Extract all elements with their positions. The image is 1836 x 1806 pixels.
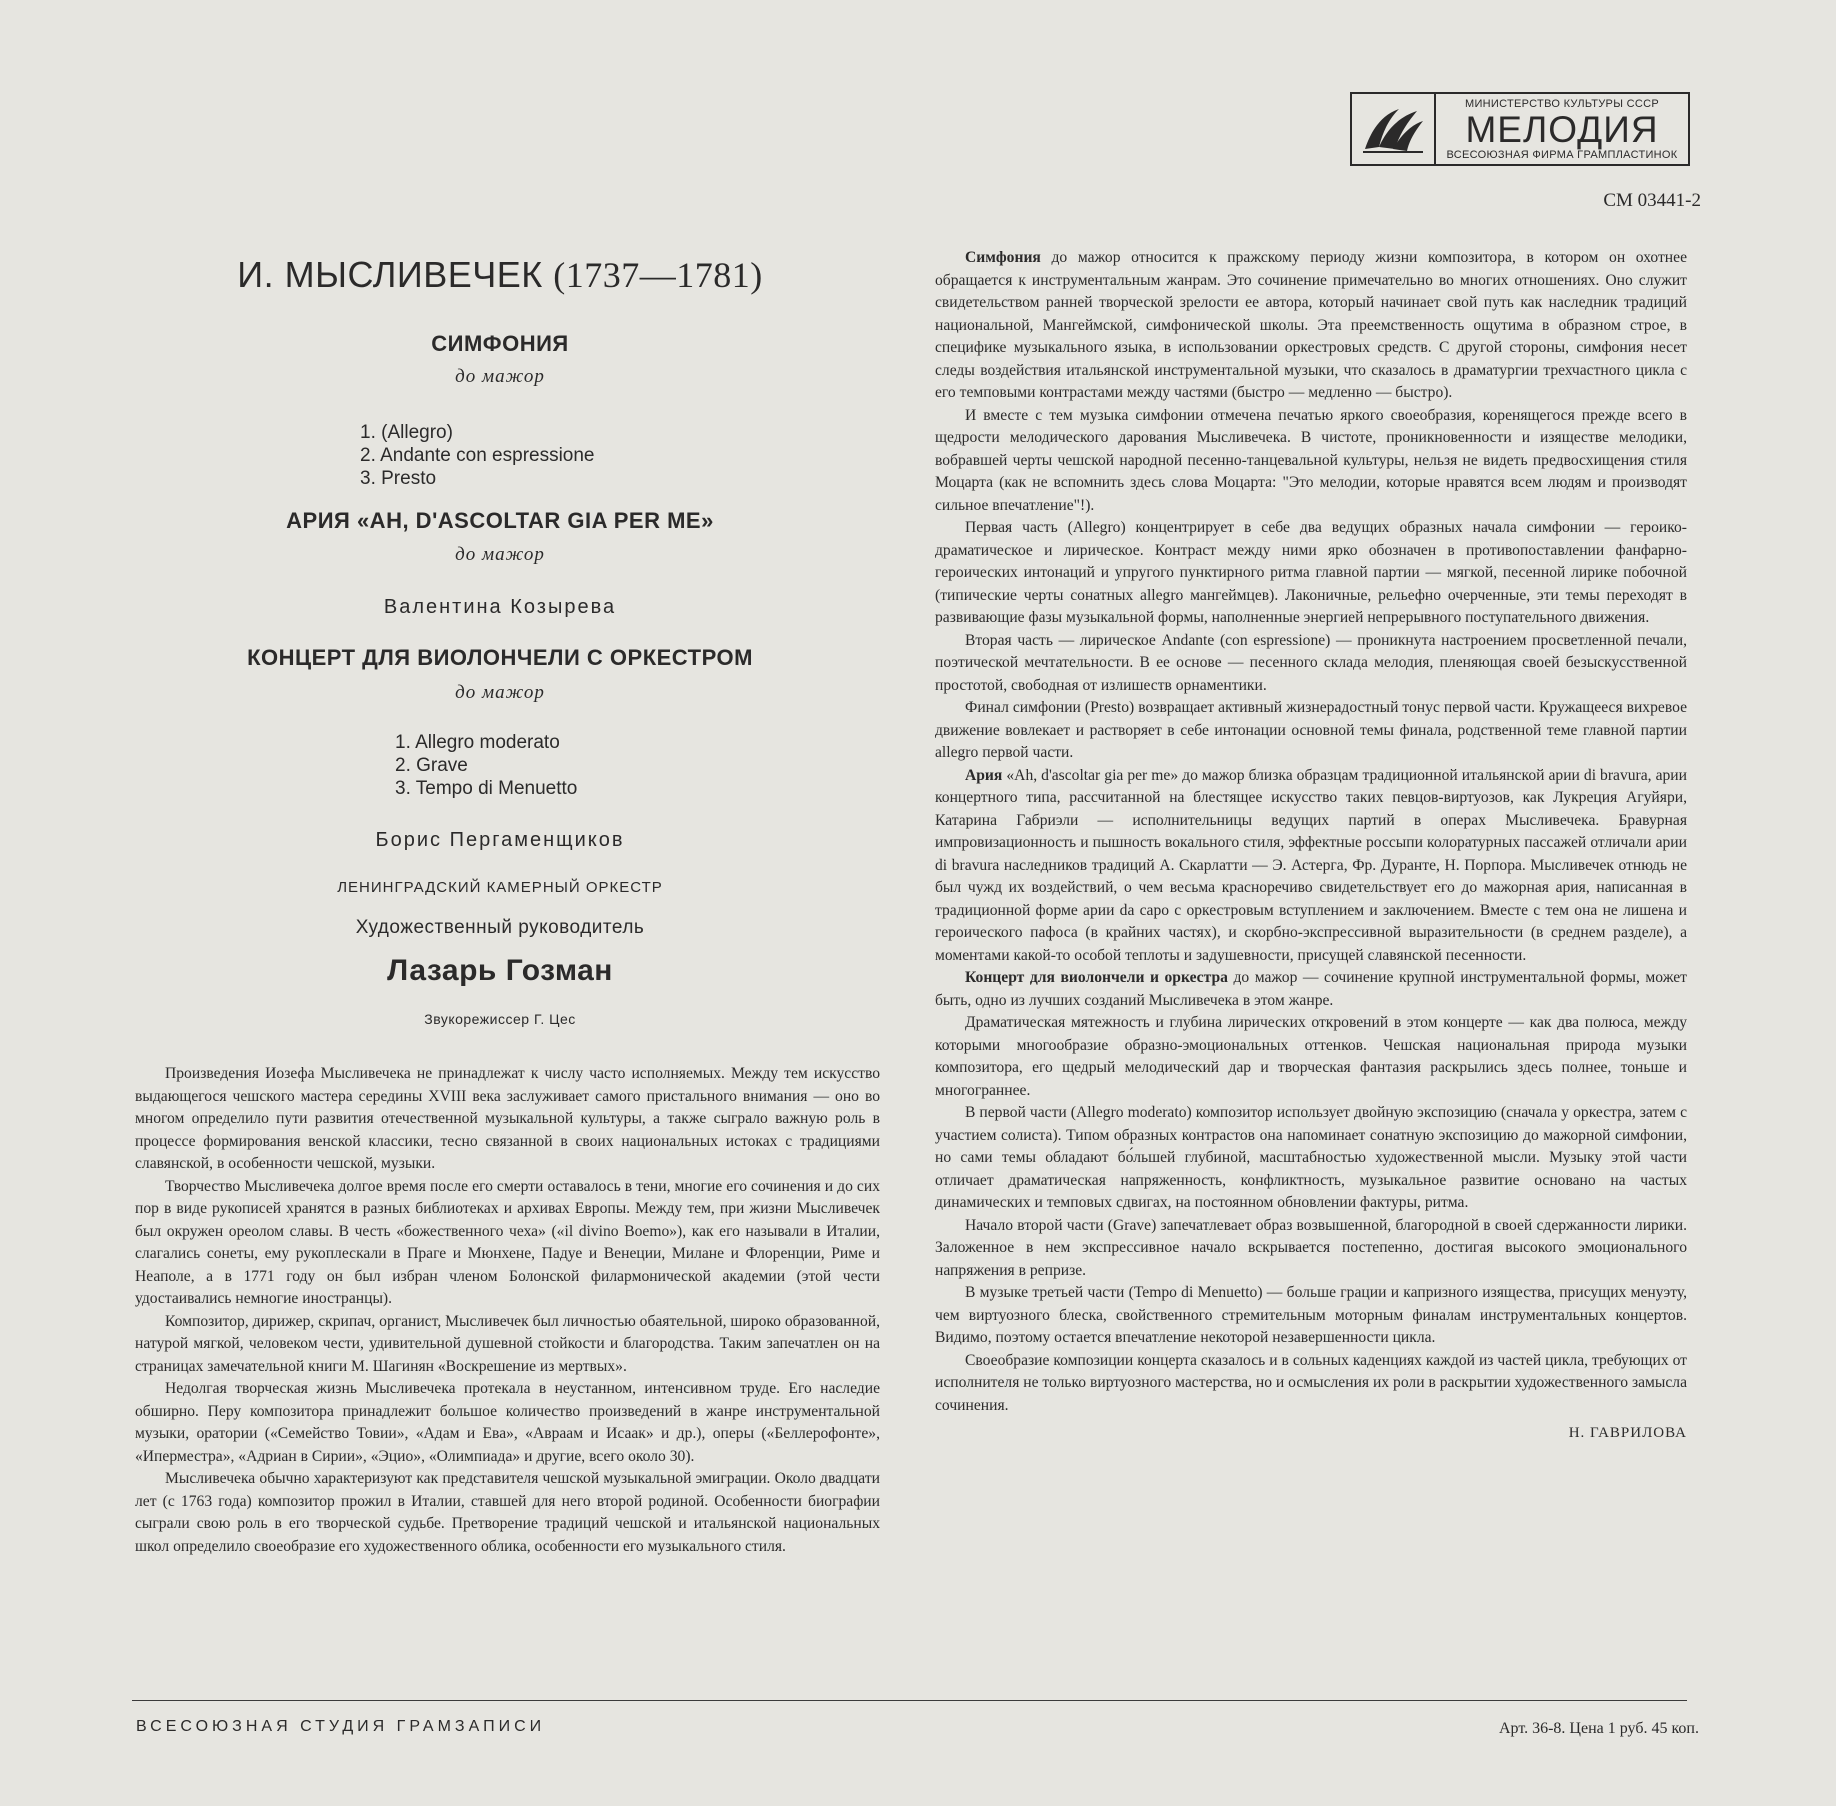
logo-ministry-text: МИНИСТЕРСТВО КУЛЬТУРЫ СССР — [1465, 97, 1659, 110]
composer-name: И. МЫСЛИВЕЧЕК — [237, 254, 543, 295]
paragraph-lead: Концерт для виолончели и оркестра — [965, 969, 1228, 986]
melodiya-logo — [1350, 92, 1690, 166]
paragraph: Концерт для виолончели и оркестра до мажор — сочинение крупной инструментальной формы, может быть, одно из лучших созданий Мысливечека в этом жанре. — [935, 969, 1687, 1009]
movement-item: 1. (Allegro) — [360, 422, 453, 443]
paragraph: Недолгая творческая жизнь Мысливечека протекала в неустанном, интенсивном труде. Его наследие обширно. Перу композитора принадлежит большое количество произведений в жанре инструментальной музыки, оратории («Семейство Товии», «Адам и Ева», «Авраам и Исаак» и др.), оперы («Беллерофонте», «Иперместра», «Адриан в Сирии», «Эцио», «Олимпиада» и другие, всего около 30). — [135, 1380, 880, 1465]
paragraph: Драматическая мятежность и глубина лирических откровений в этом концерте — как два полюса, между которыми многообразие образно-эмоциональных оттенков. Чешская национальная природа музыки композитора, его щедрый мелодический дар и творческая фантазия раскрылись здесь полнее, тоньше и многограннее. — [935, 1014, 1687, 1099]
symphony-movements — [360, 421, 595, 490]
melodiya-logo-icon — [1352, 94, 1436, 164]
author-signature: Н. ГАВРИЛОВА — [1568, 1425, 1687, 1441]
paragraph: В первой части (Allegro moderato) композитор использует двойную экспозицию (сначала у оркестра, затем с участием солиста). Типом образных контрастов она напоминает сонатную экспозицию до мажорной симфонии, но сами темы обладают бо́льшей глубиной, масштабностью художественной мысли. Музыку этой части отличает драматическая напряженность, конфликтность, музыкальное развитие основано на частых динамических и темповых сдвигах, на постоянном обновлении фактуры, ритма. — [935, 1104, 1687, 1211]
paragraph: Первая часть (Allegro) концентрирует в себе два ведущих образных начала симфонии — героико-драматическое и лирическое. Контраст между ними ярко обозначен в противопоставлении фанфарно-героических интонаций и упругого пунктирного ритма главной партии — мягкой, песенной лирике побочной (типические черты сонатных allegro мангеймцев). Лаконичные, рельефно очерченные, эти темы переходят в развивающие фазы музыкальной формы, наполненные энергией непрерывного поступательного движения. — [935, 519, 1687, 626]
paragraph: Ария «Ah, d'ascoltar gia per me» до мажор близка образцам традиционной итальянской арии di bravura, арии концертного типа, рассчитанной на блестящее искусство таких певцов-виртуозов, как Лукреция Агуйяри, Катарина Габриэли — исполнительницы ведущих партий в операх Мысливечека. Бравурная импровизационность и пышность вокального стиля, эффектные россыпи колоратурных пассажей отличали арии di bravura наследников традиций А. Скарлатти — Э. Астерга, Фр. Дуранте, Н. Порпора. Мысливечек отнюдь не был чужд их воздействий, о чем весьма красноречиво свидетельствует его до мажорная ария, написанная в традиционной форме арии da capo с оркестровым вступлением и заключением. Вместе с тем она не лишена и героического пафоса (в крайних частях), и скорбно-экспрессивной выразительности (в среднем разделе), а моментами какой-то особой теплоты и задушевности, присущей славянской песенности. — [935, 766, 1687, 964]
movement-item: 2. Andante con espressione — [360, 445, 595, 466]
aria-performer: Валентина Козырева — [383, 596, 617, 618]
paragraph: Своеобразие композиции концерта сказалось и в сольных каденциях каждой из частей цикла, требующих от исполнителя не только виртуозного мастерства, но и осмысления их роли в раскрытии художественного замысла сочинения. — [935, 1351, 1688, 1414]
movement-item: 3. Presto — [360, 468, 437, 489]
paragraph: Творчество Мысливечека долгое время после его смерти оставалось в тени, многие его сочинения и до сих пор в виде рукописей хранятся в разных библиотеках и архивах Европы. Между тем, при жизни Мысливечек был окружен ореолом славы. В честь «божественного чеха» («il divino Boemo»), как его называли в Италии, слагались сонеты, ему рукоплескали в Праге и Мюнхене, Падуе и Венеции, Милане и Флоренции, Риме и Неаполе, а в 1771 году он был избран членом Болонской филармонической академии (этой чести удостаивались немногие иностранцы). — [135, 1177, 880, 1307]
paragraph: Композитор, дирижер, скрипач, органист, Мысливечек был личностью обаятельной, широко образованной, натурой мягкой, человеком чести, удивительной душевной стойкости и благородства. Таким запечатлен он на страницах замечательной книги М. Шагинян «Воскрешение из мертвых». — [135, 1312, 880, 1375]
logo-firm-text: ВСЕСОЮЗНАЯ ФИРМА ГРАМПЛАСТИНОК — [1446, 148, 1678, 161]
movement-item: 2. Grave — [395, 755, 468, 776]
paragraph: Вторая часть — лирическое Andante (con espressione) — проникнута настроением просветленной печали, поэтической мечтательности. В ее основе — песенного склада мелодия, пленяющая своей безыскусственной простотой, свободная от излишеств орнаментики. — [935, 631, 1687, 694]
movement-item: 1. Allegro moderato — [395, 732, 560, 753]
concerto-key: до мажор — [455, 682, 545, 703]
composer-years: (1737—1781) — [553, 255, 763, 295]
paragraph: Начало второй части (Grave) запечатлевает образ возвышенной, благородной в своей сдержанности лирики. Заложенное в нем экспрессивное начало вскрывается постепенно, достигая высокого эмоционального напряжения в репризе. — [935, 1216, 1687, 1279]
aria-title: АРИЯ «AH, D'ASCOLTAR GIA PER ME» — [286, 508, 714, 533]
symphony-title: СИМФОНИЯ — [431, 331, 569, 356]
concerto-movements — [395, 731, 577, 800]
concerto-performer: Борис Пергаменщиков — [375, 829, 625, 851]
price-info: Арт. 36-8. Цена 1 руб. 45 коп. — [1498, 1720, 1699, 1737]
left-column-text — [135, 1063, 880, 1558]
artistic-director-label: Художественный руководитель — [355, 917, 645, 938]
concerto-title: КОНЦЕРТ ДЛЯ ВИОЛОНЧЕЛИ С ОРКЕСТРОМ — [247, 645, 753, 670]
symphony-key: до мажор — [455, 366, 545, 387]
paragraph: Финал симфонии (Presto) возвращает активный жизнерадостный тонус первой части. Кружащееся вихревое движение вовлекает и растворяет в себе интонации основной темы финала, родственной теме главной партии allegro первой части. — [935, 699, 1687, 761]
paragraph-lead: Ария — [965, 766, 1003, 784]
paragraph: В музыке третьей части (Tempo di Menuetto) — больше грации и капризного изящества, присущих менуэту, чем виртуозного блеска, свойственного стремительным моторным финалам инструментальных концертов. Видимо, поэтому остается впечатление некоторой незавершенности цикла. — [935, 1284, 1687, 1346]
studio-name: ВСЕСОЮЗНАЯ СТУДИЯ ГРАМЗАПИСИ — [136, 1718, 546, 1735]
footer-divider — [132, 1700, 1687, 1701]
logo-brand-name: МЕЛОДИЯ — [1465, 108, 1659, 150]
orchestra-name: ЛЕНИНГРАДСКИЙ КАМЕРНЫЙ ОРКЕСТР — [337, 879, 663, 896]
paragraph: Мысливечека обычно характеризуют как представителя чешской музыкальной эмиграции. Около двадцати лет (с 1763 года) композитор прожил в Италии, ставшей для него второй родиной. Особенности биографии сыграли свою роль в его творческой судьбе. Претворение традиций чешской и итальянской национальных школ определило своеобразие его художественного облика, особенности его музыкального стиля. — [135, 1470, 880, 1555]
paragraph: Симфония до мажор относится к пражскому периоду жизни композитора, в котором он охотнее обращается к инструментальным жанрам. Это сочинение примечательно во многих отношениях. Оно служит свидетельством ранней творческой зрелости ее автора, который начинает свой путь как наследник традиций национальной, Мангеймской, симфонической школы. Эта преемственность ощутима в образном строе, в специфике музыкального языка, в использовании оркестровых средств. С другой стороны, симфония несет следы воздействия итальянской инструментальной музыки, что сказалось в драматургии трехчастного цикла с его темповыми контрастами между частями (быстро — медленно — быстро). — [935, 249, 1687, 401]
catalog-number: СМ 03441-2 — [1603, 190, 1701, 211]
movement-item: 3. Tempo di Menuetto — [395, 778, 578, 799]
aria-key: до мажор — [455, 544, 545, 565]
conductor-name: Лазарь Гозман — [387, 954, 613, 987]
paragraph-lead: Симфония — [965, 249, 1041, 266]
right-column-text — [935, 247, 1687, 1445]
paragraph: И вместе с тем музыка симфонии отмечена печатью яркого своеобразия, коренящегося прежде всего в щедрости мелодического дарования Мысливечека. В чистоте, проникновенности и изяществе мелодики, вобравшей черты чешской народной песенно-танцевальной культуры, нельзя не видеть предвосхищения стиля Моцарта (как не вспомнить здесь слова Моцарта: "Это мелодии, которые нравятся всем людям и производят сильное впечатление"!). — [935, 406, 1687, 514]
paragraph: Произведения Иозефа Мысливечека не принадлежат к числу часто исполняемых. Между тем искусство выдающегося чешского мастера середины XVIII века заслуживает самого пристального внимания — оно во многом определило пути развития отечественной музыкальной культуры, а также сыграло важную роль в процессе формирования венской классики, тесно связанной в своих национальных истоках с традициями славянской, в особенности чешской, музыки. — [135, 1065, 880, 1172]
sound-engineer: Звукорежиссер Г. Цес — [424, 1011, 576, 1027]
composer-heading — [135, 254, 865, 296]
